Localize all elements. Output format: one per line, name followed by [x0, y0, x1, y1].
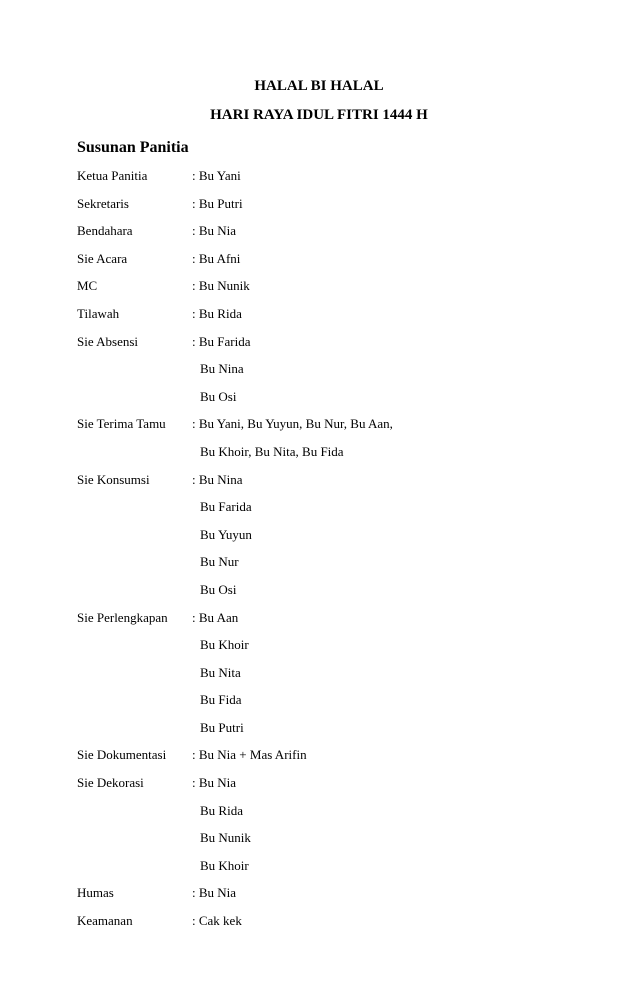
committee-row: [0, 414, 638, 442]
committee-row: [0, 883, 638, 911]
committee-row: [0, 663, 638, 691]
committee-row: [0, 773, 638, 801]
member-names: Bu Nur: [200, 554, 239, 570]
committee-row: [0, 745, 638, 773]
role-label: Sie Terima Tamu: [77, 416, 166, 432]
role-label: Sekretaris: [77, 195, 129, 211]
role-label: Sie Konsumsi: [77, 471, 150, 487]
document-subtitle: HARI RAYA IDUL FITRI 1444 H: [210, 107, 428, 123]
committee-row: [0, 856, 638, 884]
committee-row: [0, 470, 638, 498]
role-label: Sie Perlengkapan: [77, 609, 168, 625]
member-names: : Bu Nina: [192, 471, 243, 487]
role-label: Tilawah: [77, 305, 120, 321]
member-names: : Bu Farida: [192, 333, 251, 349]
committee-row: [0, 304, 638, 332]
committee-row: [0, 249, 638, 277]
member-names: Bu Nunik: [200, 830, 251, 846]
member-names: : Bu Rida: [192, 305, 242, 321]
committee-row: [0, 608, 638, 636]
member-names: : Cak kek: [192, 913, 242, 929]
committee-row: [0, 359, 638, 387]
member-names: : Bu Nia: [192, 223, 237, 239]
role-label: Sie Acara: [77, 250, 128, 266]
member-names: Bu Khoir: [200, 637, 249, 653]
committee-row: [0, 911, 638, 939]
committee-row: [0, 801, 638, 829]
committee-row: [0, 580, 638, 608]
role-label: Sie Dekorasi: [77, 775, 144, 791]
role-label: MC: [77, 278, 98, 294]
section-heading: Susunan Panitia: [77, 139, 189, 156]
member-names: : Bu Putri: [192, 195, 243, 211]
committee-row: [0, 690, 638, 718]
committee-row: [0, 525, 638, 553]
member-names: : Bu Yani, Bu Yuyun, Bu Nur, Bu Aan,: [192, 416, 393, 432]
member-names: Bu Osi: [200, 581, 237, 597]
member-names: Bu Fida: [200, 692, 242, 708]
role-label: Keamanan: [77, 913, 133, 929]
member-names: Bu Nina: [200, 361, 244, 377]
member-names: : Bu Nunik: [192, 278, 250, 294]
member-names: Bu Khoir: [200, 857, 249, 873]
member-names: Bu Osi: [200, 388, 237, 404]
committee-row: [0, 276, 638, 304]
member-names: Bu Putri: [200, 719, 244, 735]
committee-row: [0, 442, 638, 470]
member-names: : Bu Yani: [192, 168, 241, 183]
member-names: Bu Rida: [200, 802, 243, 818]
member-names: Bu Nita: [200, 664, 241, 680]
committee-row: [0, 221, 638, 249]
committee-row: [0, 552, 638, 580]
role-label: Ketua Panitia: [77, 168, 148, 183]
committee-list: [0, 166, 638, 939]
committee-row: [0, 332, 638, 360]
committee-row: [0, 635, 638, 663]
member-names: : Bu Afni: [192, 250, 241, 266]
committee-row: [0, 387, 638, 415]
member-names: : Bu Nia: [192, 885, 237, 901]
committee-row: [0, 828, 638, 856]
member-names: : Bu Nia: [192, 775, 237, 791]
member-names: Bu Farida: [200, 499, 252, 515]
committee-row: [0, 718, 638, 746]
member-names: Bu Yuyun: [200, 526, 252, 542]
member-names: Bu Khoir, Bu Nita, Bu Fida: [200, 443, 344, 459]
committee-row: [0, 194, 638, 222]
role-label: Sie Dokumentasi: [77, 747, 167, 763]
committee-row: [0, 166, 638, 194]
member-names: : Bu Aan: [192, 609, 239, 625]
role-label: Bendahara: [77, 223, 133, 239]
committee-row: [0, 497, 638, 525]
role-label: Humas: [77, 885, 114, 901]
member-names: : Bu Nia + Mas Arifin: [192, 747, 307, 763]
role-label: Sie Absensi: [77, 333, 139, 349]
document-title: HALAL BI HALAL: [254, 78, 384, 94]
